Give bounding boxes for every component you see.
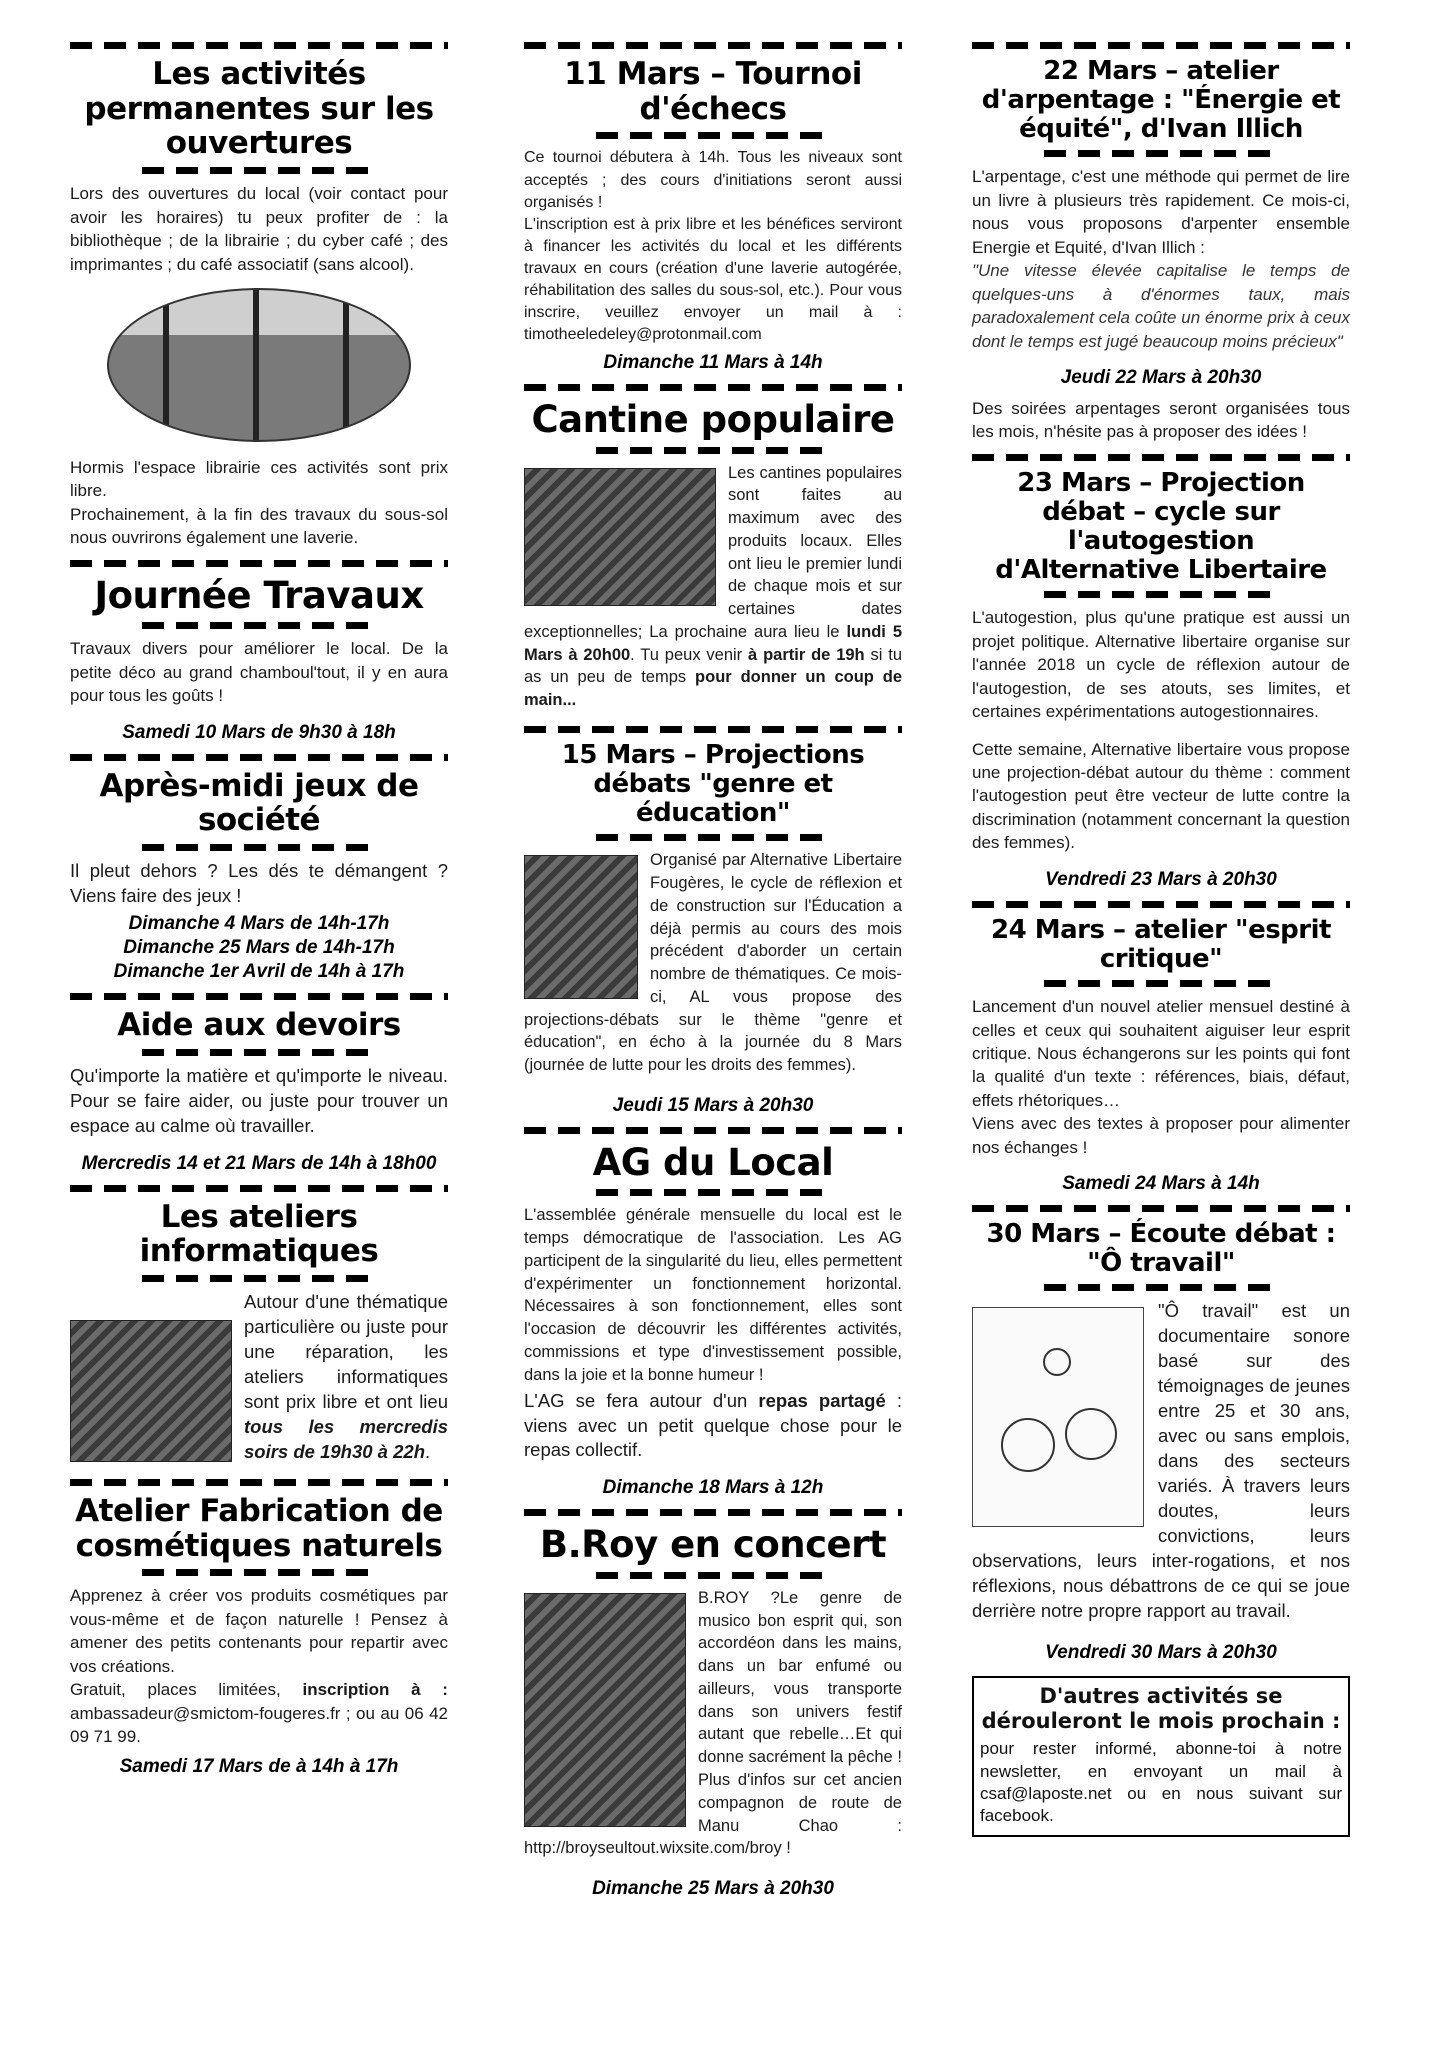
- section-activites-permanentes: [70, 42, 448, 550]
- divider: [142, 844, 376, 851]
- event-date: Vendredi 23 Mars à 20h30: [1045, 868, 1277, 890]
- section-ateliers-informatiques: [70, 1185, 448, 1469]
- section-title: 11 Mars – Tournoi d'échecs: [564, 56, 862, 127]
- divider: [524, 726, 902, 733]
- section-jeux-societe: [70, 754, 448, 983]
- divider: [70, 754, 448, 761]
- text-part: B.ROY ?Le genre de musico bon esprit qui, son accordéon dans les mains, dans un bar enfumé ou ailleurs, vous transporte dans son univers festif autant que rebelle…Et qui donne sacrément la pêche ! Plus d'infos sur cet ancien compagnon de route de Manu Chao : http://broyseultout.wixsite.com/broy !: [524, 1588, 902, 1858]
- section-title: 22 Mars – atelier d'arpentage : "Énergie et équité", d'Ivan Illich: [981, 56, 1341, 145]
- divider: [142, 167, 376, 174]
- section-title: 30 Mars – Écoute débat : "Ô travail": [986, 1219, 1336, 1279]
- event-date: Samedi 10 Mars de 9h30 à 18h: [122, 721, 396, 743]
- section-title: Les ateliers informatiques: [139, 1198, 379, 1270]
- text-bold: lundi 5 Mars à 20h00: [524, 622, 903, 664]
- section-text: [524, 1389, 902, 1464]
- section-title: Les activités permanentes sur les ouvertures: [84, 56, 434, 162]
- section-text: [972, 1299, 1350, 1624]
- divider: [972, 901, 1350, 908]
- photo-dinner-icon: [524, 468, 716, 606]
- section-text: [524, 849, 902, 1077]
- section-projections-genre: [524, 726, 902, 1117]
- divider: [70, 993, 448, 1000]
- circle-shape: [1001, 1418, 1055, 1472]
- section-cosmetiques: [70, 1479, 448, 1779]
- event-date: Vendredi 30 Mars à 20h30: [1045, 1642, 1277, 1664]
- section-esprit-critique: [972, 901, 1350, 1195]
- quote-text: "Une vitesse élevée capitalise le temps de quelques-uns à d'énormes taux, mais paradoxalement cela coûte un énorme prix à ceux dont le temps est jugé beaucoup moins précieux": [972, 261, 1350, 351]
- divider: [70, 560, 448, 567]
- divider: [524, 1509, 902, 1516]
- divider: [524, 42, 902, 49]
- section-journee-travaux: [70, 560, 448, 744]
- event-date: Jeudi 22 Mars à 20h30: [1060, 366, 1262, 388]
- section-text: Ce tournoi débutera à 14h. Tous les niveaux sont acceptés ; des cours d'initiations seront aussi organisés !: [524, 149, 902, 211]
- section-title: B.Roy en concert: [539, 1523, 887, 1567]
- divider: [1044, 1284, 1278, 1291]
- cafe-photo-icon: [107, 288, 411, 442]
- section-text: Lors des ouvertures du local (voir contact pour avoir les horaires) tu peux profiter de : la bibliothèque ; de la librairie ; du cyber café ; des imprimantes ; du café associatif (sans alcool).: [70, 184, 448, 274]
- section-title: Après-midi jeux de société: [99, 767, 419, 839]
- photo-computer-icon: [70, 1320, 232, 1462]
- circle-shape: [1065, 1408, 1117, 1460]
- text-bold: pour donner un coup de main...: [524, 668, 902, 710]
- divider: [972, 1205, 1350, 1212]
- event-date: Dimanche 25 Mars de 14h-17h: [123, 936, 395, 958]
- column-left: [70, 36, 448, 1788]
- divider: [972, 42, 1350, 49]
- section-text: L'inscription est à prix libre et les bénéfices serviront à financer les activités du local et les différents travaux en cours (création d'une laverie autogérée, réhabilitation des salles du sous-sol, etc.). Pour vous inscrire, veuillez envoyer un mail à : timotheeledeley@protonmail.com: [524, 215, 902, 344]
- section-text: [70, 1290, 448, 1465]
- section-text: L'arpentage, c'est une méthode qui permet de lire un livre à plusieurs très rapidement. Ce mois-ci, nous vous proposons d'arpenter ensemble Energie et Equité, d'Ivan Illich :: [972, 167, 1350, 257]
- section-title: 24 Mars – atelier "esprit critique": [991, 914, 1331, 974]
- text-part: . Tu peux venir: [630, 645, 743, 664]
- section-title: Aide aux devoirs: [117, 1006, 401, 1043]
- section-text: Travaux divers pour améliorer le local. De la petite déco au grand chamboul'tout, il y en aura pour tous les goûts !: [70, 639, 448, 706]
- divider: [596, 1189, 830, 1196]
- event-date: Samedi 17 Mars de à 14h à 17h: [119, 1756, 399, 1778]
- divider: [142, 622, 376, 629]
- section-aide-devoirs: [70, 993, 448, 1175]
- section-tournoi-echecs: [524, 42, 902, 374]
- divider: [596, 447, 830, 454]
- divider: [972, 454, 1350, 461]
- divider: [596, 132, 830, 139]
- text-part: Organisé par Alternative Libertaire Fougères, le cycle de réflexion et de construction sur l'Éducation a déjà permis au cours des mois précédent d'aborder un certain nombre de thématiques. Ce mois-ci, AL vous propose des projections-débats sur le thème "genre et éducation", en écho à la journée du 8 Mars (journée de lutte pour les droits des femmes).: [524, 851, 902, 1075]
- event-date: Dimanche 11 Mars à 14h: [603, 352, 823, 374]
- cartoon-drawing-icon: [972, 1307, 1144, 1527]
- section-text: Cette semaine, Alternative libertaire vous propose une projection-débat autour du thème : comment l'autogestion peut être vecteur de lutte contre la discrimination (notamment concernant la question des femmes).: [972, 739, 1350, 853]
- section-text: L'assemblée générale mensuelle du local est le temps démocratique de l'association. Les AG participent de la singularité du lieu, elles permettent d'expérimenter un fonctionnement horizontal. Nécessaires à son fonctionnement, elles sont l'occasion de découvrir les différentes activités, commissions et type d'investissement possible, dans la joie et la bonne humeur !: [524, 1206, 902, 1384]
- section-text: Prochainement, à la fin des travaux du sous-sol nous ouvrirons également une laverie.: [70, 504, 448, 548]
- event-date: Jeudi 15 Mars à 20h30: [612, 1094, 814, 1116]
- box-text: pour rester informé, abonne-toi à notre newsletter, en envoyant un mail à csaf@laposte.net ou en nous suivant sur facebook.: [980, 1739, 1342, 1825]
- section-o-travail: [972, 1205, 1350, 1664]
- section-text: [70, 1678, 448, 1748]
- text-part: Autour d'une thématique particulière ou juste pour une réparation, les ateliers informatiques sont prix libre et ont lieu: [244, 1291, 448, 1412]
- text-emphasis: tous les mercredis soirs de 19h30 à 22h: [244, 1415, 448, 1462]
- section-text: Qu'importe la matière et qu'importe le niveau. Pour se faire aider, ou juste pour trouver un espace au calme où travailler.: [70, 1064, 448, 1136]
- divider: [524, 384, 902, 391]
- section-text: L'autogestion, plus qu'une pratique est aussi un projet politique. Alternative libertaire organise sur l'année 2018 un cycle de réflexion autour de l'autogestion, de ses atouts, ses limites, et certaines expérimentations autogestionnaires.: [972, 608, 1350, 722]
- text-part: .: [425, 1440, 431, 1462]
- divider: [1044, 150, 1278, 157]
- section-text: Des soirées arpentages seront organisées tous les mois, n'hésite pas à proposer des idées !: [972, 398, 1350, 442]
- section-title: 15 Mars – Projections débats "genre et éducation": [561, 740, 865, 829]
- text-part: si tu as un peu de temps: [524, 645, 903, 687]
- divider: [142, 1569, 376, 1576]
- divider: [1044, 591, 1278, 598]
- next-month-box: [972, 1676, 1350, 1837]
- event-date: Mercredis 14 et 21 Mars de 14h à 18h00: [81, 1152, 437, 1174]
- text-part: "Ô travail" est un documentaire sonore basé sur des témoignages de jeunes entre 25 et 30 ans, avec ou sans emplois, dans des secteurs variés. À travers leurs doutes, leurs convictions, leurs observations, leurs inter-rogations, et nos réflexions, nous débattrons de ce qui se joue derrière notre propre rapport au travail.: [972, 1300, 1350, 1622]
- text-bold: inscription à :: [302, 1680, 448, 1700]
- event-date: Dimanche 4 Mars de 14h-17h: [128, 912, 390, 934]
- section-autogestion: [972, 454, 1350, 891]
- section-title: Cantine populaire: [531, 398, 895, 442]
- section-text: Hormis l'espace librairie ces activités sont prix libre.: [70, 457, 448, 501]
- section-ag-local: [524, 1127, 902, 1499]
- divider: [70, 1479, 448, 1486]
- section-title: AG du Local: [592, 1140, 834, 1184]
- box-title: D'autres activités se dérouleront le mois prochain :: [981, 1684, 1341, 1734]
- event-date: Dimanche 1er Avril de 14h à 17h: [113, 960, 405, 982]
- divider: [524, 1127, 902, 1134]
- event-date: Dimanche 18 Mars à 12h: [602, 1477, 824, 1499]
- photo-musician-icon: [524, 1593, 686, 1827]
- divider: [596, 1572, 830, 1579]
- section-text: [524, 462, 902, 712]
- text-part: Gratuit, places limitées,: [70, 1680, 281, 1700]
- photo-cafe: [70, 288, 448, 442]
- section-text: [524, 1587, 902, 1860]
- section-text: Il pleut dehors ? Les dés te démangent ? Viens faire des jeux !: [70, 860, 448, 906]
- text-part: Les cantines populaires sont faites au maximum avec des produits locaux. Elles ont lieu le premier lundi de chaque mois et sur certaines dates exceptionnelles; La prochaine aura lieu le: [524, 463, 902, 641]
- section-text: Lancement d'un nouvel atelier mensuel destiné à celles et ceux qui souhaitent aiguiser leur esprit critique. Nous échangerons sur les points qui font la qualité d'un texte : références, biais, défaut, effets rhétoriques…: [972, 997, 1350, 1110]
- section-title: 23 Mars – Projection débat – cycle sur l'autogestion d'Alternative Libertaire: [995, 467, 1327, 586]
- text-bold: à partir de 19h: [748, 645, 865, 664]
- section-cantine-populaire: [524, 384, 902, 716]
- divider: [70, 42, 448, 49]
- section-text: Viens avec des textes à proposer pour alimenter nos échanges !: [972, 1114, 1350, 1157]
- event-date: Samedi 24 Mars à 14h: [1062, 1173, 1260, 1195]
- text-bold: repas partagé: [758, 1389, 886, 1411]
- section-title: Journée Travaux: [94, 573, 424, 617]
- contact-info: ambassadeur@smictom-fougeres.fr ; ou au 06 42 09 71 99.: [70, 1703, 448, 1746]
- section-text: Apprenez à créer vos produits cosmétiques par vous-même et de façon naturelle ! Pensez à amener des petits contenants pour repartir avec vos créations.: [70, 1586, 448, 1676]
- circle-shape: [1043, 1348, 1071, 1376]
- divider: [596, 834, 830, 841]
- section-arpentage: [972, 42, 1350, 444]
- photo-poster-icon: [524, 855, 638, 999]
- divider: [70, 1185, 448, 1192]
- text-part: : viens avec un petit quelque chose pour le repas collectif.: [524, 1389, 902, 1461]
- event-date: Dimanche 25 Mars à 20h30: [592, 1878, 834, 1900]
- column-right: [972, 36, 1350, 1837]
- text-part: L'AG se fera autour d'un: [524, 1389, 748, 1411]
- section-broy-concert: [524, 1509, 902, 1900]
- divider: [142, 1275, 376, 1282]
- divider: [142, 1049, 376, 1056]
- divider: [1044, 980, 1278, 987]
- section-title: Atelier Fabrication de cosmétiques naturels: [75, 1492, 443, 1564]
- column-middle: [524, 36, 902, 1910]
